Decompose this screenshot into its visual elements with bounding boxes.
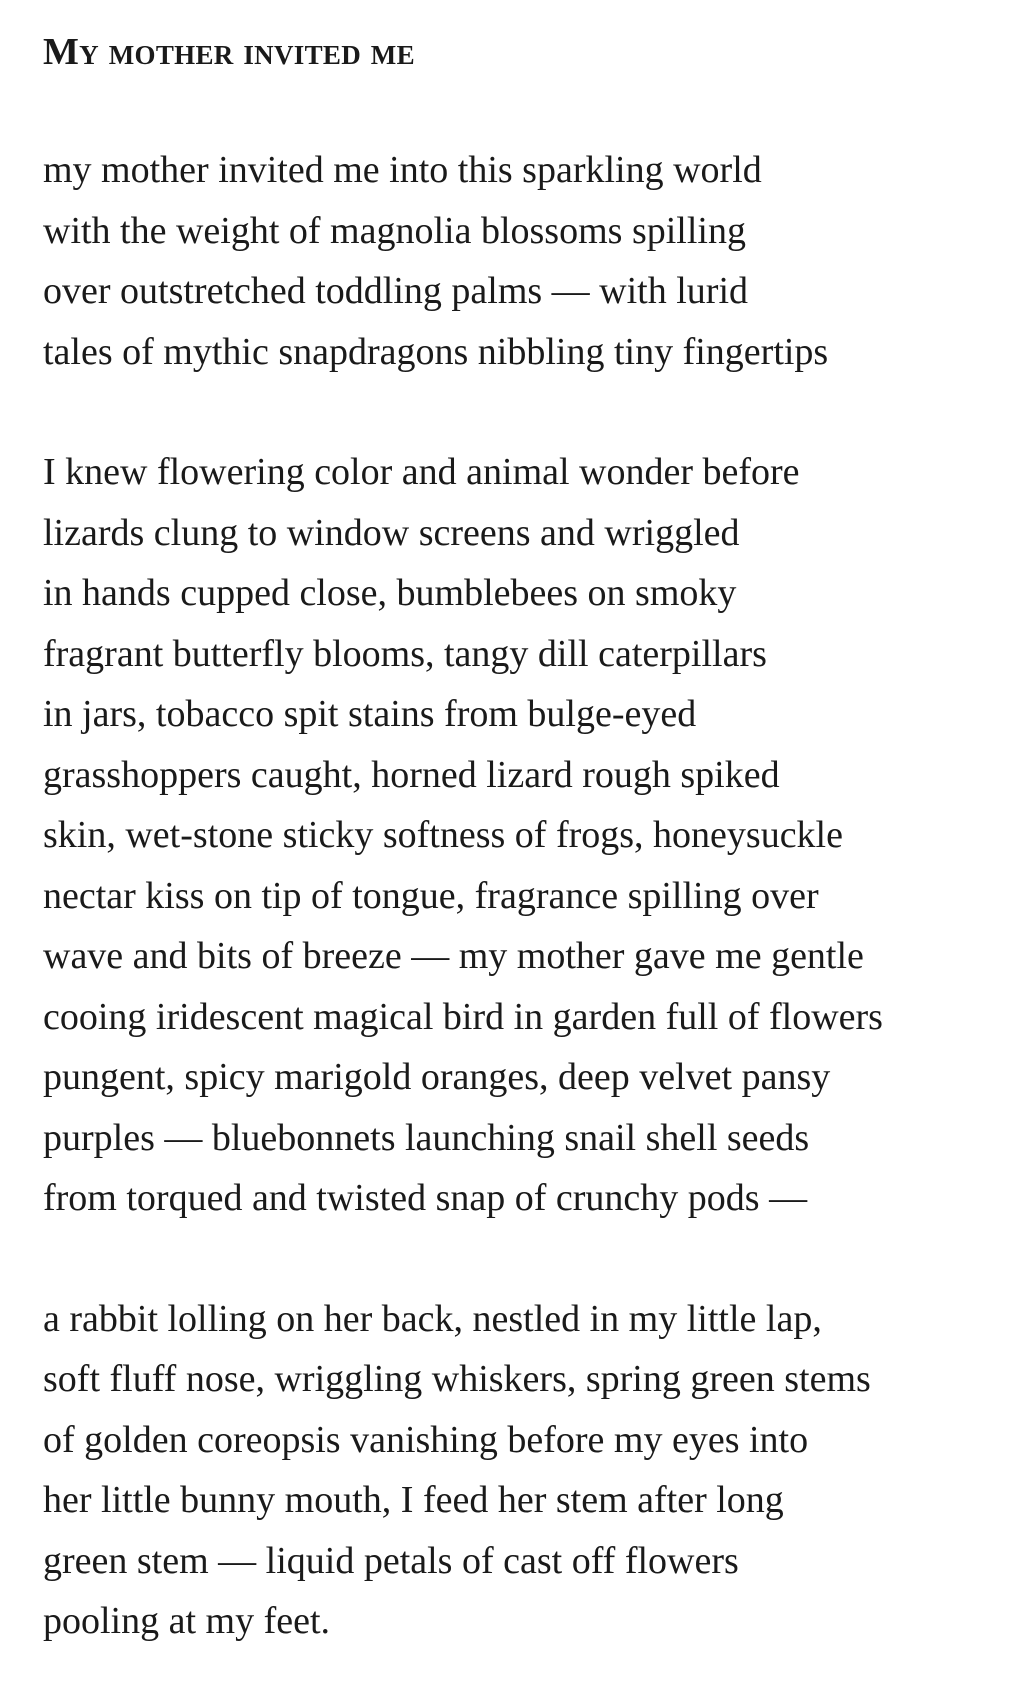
poem-page (43, 30, 993, 1652)
stanza-1 (43, 140, 993, 382)
poem-line: fragrant butterfly blooms, tangy dill caterpillars (43, 632, 767, 675)
poem-line: pooling at my feet. (43, 1600, 331, 1642)
poem-line: soft fluff nose, wriggling whiskers, spring green stems (43, 1358, 871, 1400)
poem-line: nectar kiss on tip of tongue, fragrance spilling over (43, 874, 819, 917)
poem-line: lizards clung to window screens and wriggled (43, 511, 740, 554)
poem-line: from torqued and twisted snap of crunchy pods — (43, 1177, 808, 1219)
poem-line: tales of mythic snapdragons nibbling tiny fingertips (43, 330, 829, 373)
poem-line: wave and bits of breeze — my mother gave me gentle (43, 935, 864, 977)
poem-line: I knew flowering color and animal wonder before (43, 451, 800, 493)
poem-line: green stem — liquid petals of cast off flowers (43, 1539, 739, 1582)
poem-line: skin, wet-stone sticky softness of frogs, honeysuckle (43, 814, 843, 856)
poem-line: of golden coreopsis vanishing before my eyes into (43, 1418, 809, 1461)
stanza-2 (43, 442, 993, 1229)
poem-line: pungent, spicy marigold oranges, deep velvet pansy (43, 1056, 831, 1098)
poem-line: in jars, tobacco spit stains from bulge-eyed (43, 693, 697, 735)
poem-line: my mother invited me into this sparkling world (43, 149, 762, 191)
poem-line: her little bunny mouth, I feed her stem after long (43, 1479, 784, 1521)
poem-line: over outstretched toddling palms — with lurid (43, 270, 749, 312)
poem-line: purples — bluebonnets launching snail shell seeds (43, 1116, 810, 1159)
stanza-3 (43, 1289, 993, 1652)
poem-line: grasshoppers caught, horned lizard rough spiked (43, 753, 780, 796)
poem-title: My mother invited me (43, 31, 415, 73)
poem-line: a rabbit lolling on her back, nestled in my little lap, (43, 1297, 822, 1340)
poem-line: with the weight of magnolia blossoms spilling (43, 209, 746, 252)
poem-line: in hands cupped close, bumblebees on smoky (43, 572, 737, 614)
poem-line: cooing iridescent magical bird in garden full of flowers (43, 995, 883, 1038)
